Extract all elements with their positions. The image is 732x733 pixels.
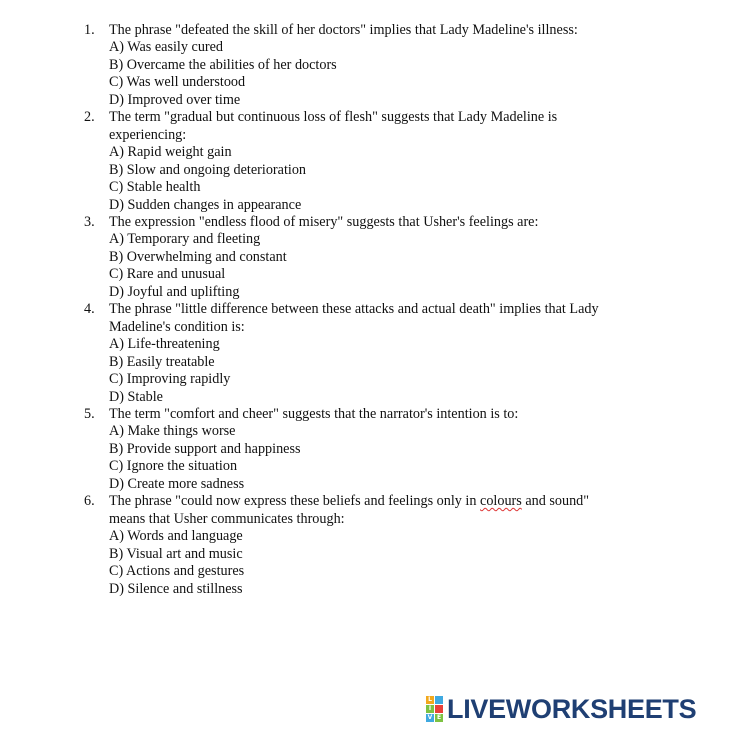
question-text-segment: and sound" (521, 493, 590, 510)
question-text-line-2: means that Usher communicates through: (109, 510, 345, 527)
option-b[interactable]: B) Overwhelming and constant (109, 248, 287, 265)
question-5 (84, 406, 644, 493)
option-a[interactable]: A) Rapid weight gain (109, 144, 232, 161)
question-number: 6. (84, 493, 95, 510)
question-text-line-2: experiencing: (109, 126, 187, 143)
logo-block: I (426, 705, 434, 713)
question-text-line-1: The phrase "little difference between these attacks and actual death" implies that Lady (109, 301, 599, 318)
option-b[interactable]: B) Provide support and happiness (109, 440, 301, 457)
question-list (84, 22, 644, 598)
option-list (109, 336, 644, 406)
option-list (109, 231, 644, 301)
logo-block: E (436, 714, 442, 721)
option-list (109, 39, 644, 109)
option-d[interactable]: D) Stable (109, 388, 163, 405)
option-a[interactable]: A) Life-threatening (109, 336, 220, 353)
option-c[interactable]: C) Stable health (109, 179, 201, 196)
option-c[interactable]: C) Actions and gestures (109, 563, 245, 580)
option-list (109, 528, 644, 598)
question-text-line-2: Madeline's condition is: (109, 318, 245, 335)
logo-wordmark: LIVEWORKSHEETS (447, 694, 697, 724)
option-a[interactable]: A) Was easily cured (109, 39, 224, 56)
option-c[interactable]: C) Ignore the situation (109, 458, 238, 475)
option-d[interactable]: D) Silence and stillness (109, 580, 243, 597)
option-b[interactable]: B) Slow and ongoing deterioration (109, 161, 307, 178)
question-number: 4. (84, 301, 95, 318)
option-a[interactable]: A) Words and language (109, 528, 243, 545)
logo-block (435, 696, 443, 704)
option-list (109, 144, 644, 214)
option-b[interactable]: B) Easily treatable (109, 353, 215, 370)
logo-block (435, 705, 443, 713)
question-text-segment: The phrase "could now express these beliefs and feelings only in (109, 493, 481, 510)
logo-block: L (426, 696, 434, 704)
question-text-line-1: The term "gradual but continuous loss of flesh" suggests that Lady Madeline is (109, 109, 558, 126)
question-number: 5. (84, 405, 95, 422)
liveworksheets-logo (426, 696, 696, 722)
question-2 (84, 109, 644, 214)
question-3 (84, 214, 644, 301)
option-d[interactable]: D) Sudden changes in appearance (109, 196, 302, 213)
option-b[interactable]: B) Overcame the abilities of her doctors (109, 56, 337, 73)
question-number: 2. (84, 109, 95, 126)
option-c[interactable]: C) Rare and unusual (109, 266, 226, 283)
option-a[interactable]: A) Make things worse (109, 423, 236, 440)
question-1 (84, 22, 644, 109)
question-4 (84, 301, 644, 406)
question-number: 3. (84, 213, 95, 230)
option-list (109, 423, 644, 493)
option-d[interactable]: D) Joyful and uplifting (109, 283, 240, 300)
question-6 (84, 493, 644, 598)
option-d[interactable]: D) Improved over time (109, 91, 241, 108)
question-text: The term "comfort and cheer" suggests that the narrator's intention is to: (109, 405, 519, 422)
question-text: The phrase "defeated the skill of her doctors" implies that Lady Madeline's illness: (109, 22, 578, 38)
option-c[interactable]: C) Improving rapidly (109, 371, 231, 388)
logo-blocks-icon (426, 696, 443, 722)
question-text: The expression "endless flood of misery" suggests that Usher's feelings are: (109, 213, 539, 230)
option-c[interactable]: C) Was well understood (109, 74, 246, 91)
logo-block: V (427, 714, 433, 721)
option-b[interactable]: B) Visual art and music (109, 545, 243, 562)
question-number: 1. (84, 22, 95, 38)
option-a[interactable]: A) Temporary and fleeting (109, 231, 261, 248)
spellcheck-flagged-word: colours (480, 493, 522, 510)
question-text-line-1 (109, 493, 644, 510)
option-d[interactable]: D) Create more sadness (109, 475, 245, 492)
